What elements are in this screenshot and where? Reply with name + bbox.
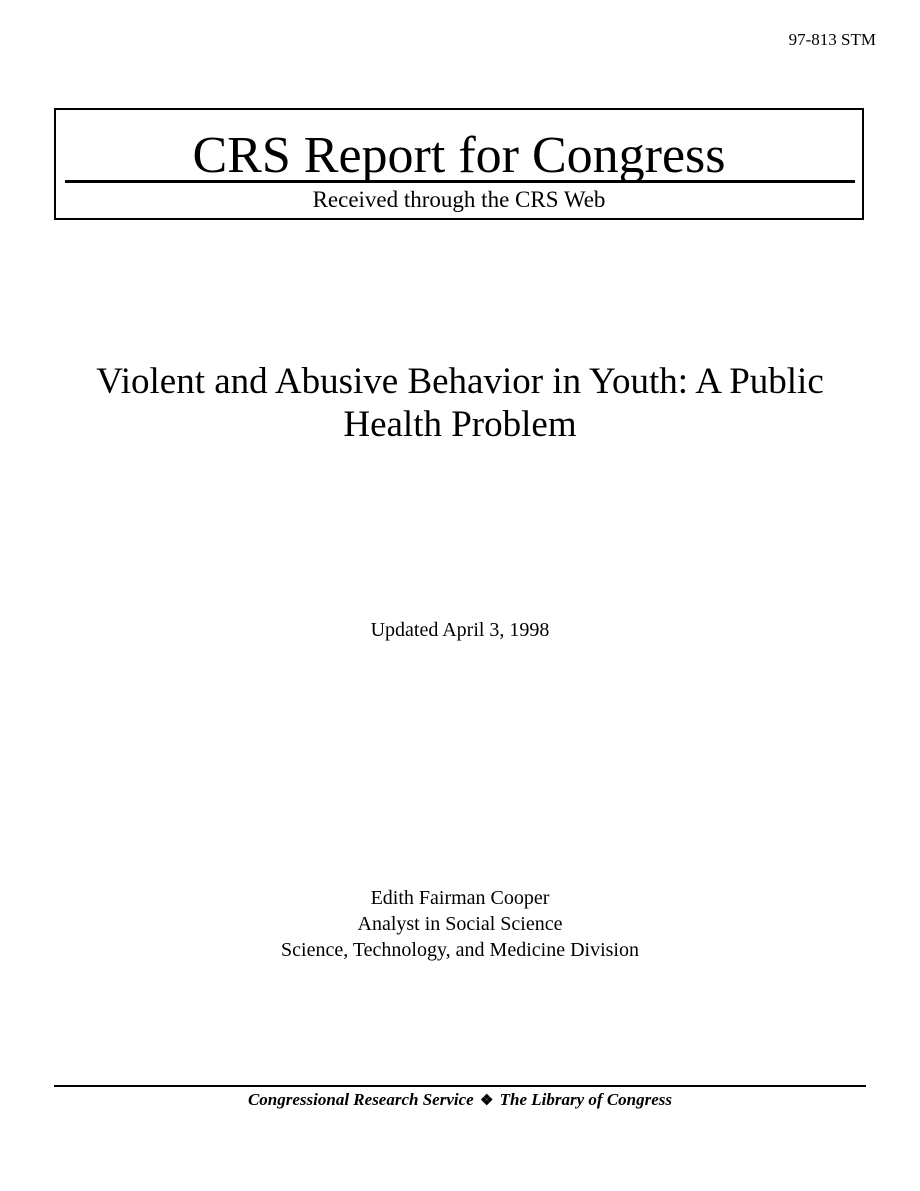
updated-date: Updated April 3, 1998 — [370, 619, 550, 641]
document-title — [40, 360, 880, 446]
document-title-line-1: Violent and Abusive Behavior in Youth: A Public — [96, 361, 824, 402]
header-title: CRS Report for Congress — [192, 127, 726, 184]
footer — [0, 1090, 920, 1110]
author-position: Analyst in Social Science — [357, 913, 563, 935]
header-subtitle: Received through the CRS Web — [312, 187, 606, 212]
document-title-line-2: Health Problem — [343, 404, 577, 445]
header-divider — [65, 180, 855, 183]
report-number: 97-813 STM — [788, 30, 876, 49]
author-name: Edith Fairman Cooper — [370, 887, 550, 909]
author-block — [0, 885, 920, 963]
author-division: Science, Technology, and Medicine Division — [281, 939, 639, 961]
footer-divider — [54, 1085, 866, 1087]
diamond-ornament-icon: ❖ — [479, 1093, 494, 1109]
report-header-box — [54, 108, 864, 220]
footer-library-name: The Library of Congress — [499, 1090, 673, 1109]
footer-crs-name: Congressional Research Service — [247, 1090, 474, 1109]
